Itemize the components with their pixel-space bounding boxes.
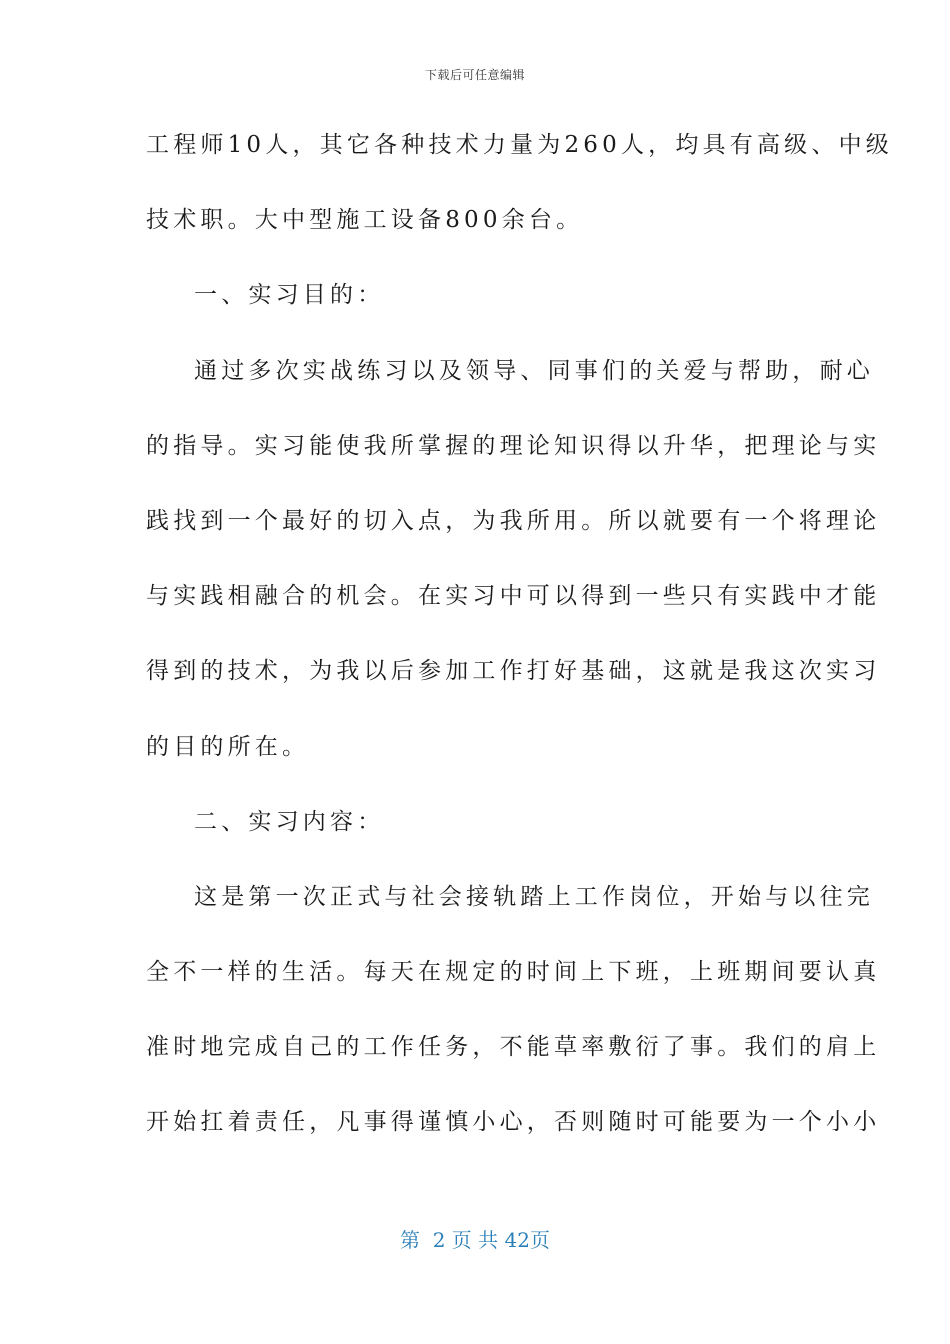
- body-line: 工程师10人，其它各种技术力量为260人，均具有高级、中级: [146, 132, 893, 158]
- body-line: 技术职。大中型施工设备800余台。: [146, 207, 584, 234]
- body-line: 这是第一次正式与社会接轨踏上工作岗位，开始与以往完: [194, 883, 874, 910]
- body-line: 准时地完成自己的工作任务，不能草率敷衍了事。我们的肩上: [146, 1034, 881, 1061]
- header-note: 下载后可任意编辑: [424, 68, 525, 82]
- body-line: 的指导。实习能使我所掌握的理论知识得以升华，把理论与实: [146, 432, 881, 459]
- body-line: 得到的技术，为我以后参加工作打好基础，这就是我这次实习: [146, 658, 881, 685]
- body-line: 与实践相融合的机会。在实习中可以得到一些只有实践中才能: [146, 583, 881, 610]
- body-line: 全不一样的生活。每天在规定的时间上下班，上班期间要认真: [146, 959, 881, 986]
- body-line: 践找到一个最好的切入点，为我所用。所以就要有一个将理论: [146, 507, 881, 534]
- body-line: 开始扛着责任，凡事得谨慎小心，否则随时可能要为一个小小: [146, 1109, 881, 1136]
- body-line: 通过多次实战练习以及领导、同事们的关爱与帮助，耐心: [194, 357, 874, 384]
- page-number-footer: 第 2 页 共 42页: [400, 1228, 550, 1252]
- section-heading-purpose: 一、实习目的：: [194, 282, 385, 309]
- document-body: [146, 126, 893, 1179]
- section-heading-content: 二、实习内容：: [194, 808, 385, 835]
- body-line: 的目的所在。: [146, 733, 310, 760]
